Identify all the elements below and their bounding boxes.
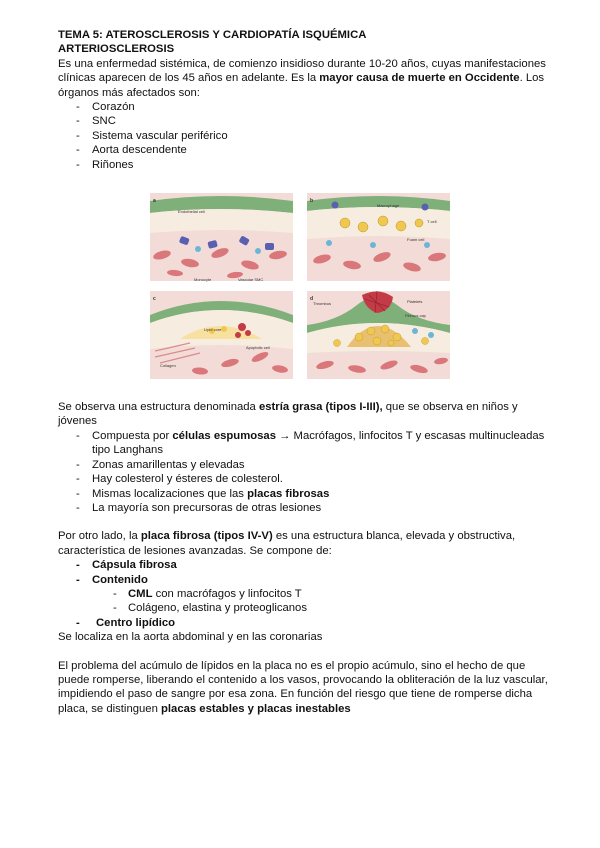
figure-label: Thrombus	[313, 301, 332, 307]
intro-bold: mayor causa de muerte en Occidente	[319, 72, 520, 85]
panel-label-b: b	[310, 198, 314, 205]
list-item	[58, 487, 548, 501]
estria-paragraph	[58, 400, 548, 429]
spacer	[58, 645, 548, 659]
organs-list	[58, 100, 548, 172]
list-item	[58, 458, 548, 472]
list-item: - Sistema vascular periférico	[58, 129, 548, 143]
figure-panel-c	[150, 291, 293, 379]
item-bold: placas fibrosas	[247, 487, 330, 500]
figure-panel-b	[307, 193, 450, 281]
intro-text-1: Es una enfermedad sistémica, de comienzo insidioso durante 10-20 años, cuyas manifestaciones clínicas aparecen de los 45 años en adelante. Es la	[58, 57, 546, 85]
list-item	[58, 601, 548, 615]
estria-list	[58, 429, 548, 515]
placa-list	[58, 558, 548, 587]
item-bold: células espumosas	[172, 429, 276, 442]
figure-panel-d	[307, 291, 450, 379]
panel-label-d: d	[310, 296, 314, 303]
list-item: - Centro lipídico	[58, 616, 548, 630]
document-page	[58, 28, 548, 716]
figure-label: Platelets	[407, 299, 423, 305]
figure-label: Foam cell	[407, 237, 425, 243]
item-text: Colágeno, elastina y proteoglicanos	[128, 602, 307, 615]
spacer	[58, 515, 548, 529]
placa-text-2: es una estructura blanca, elevada y obstructiva, característica de lesiones avanzadas. Se compone de:	[58, 530, 516, 557]
list-item: - Corazón	[58, 100, 548, 114]
intro-text-2: . Los órganos más afectados son:	[58, 72, 545, 99]
figure-label: Collagen	[160, 363, 176, 369]
figure-label: T cell	[427, 219, 437, 225]
list-item: - Riñones	[58, 158, 548, 172]
placa-paragraph	[58, 529, 548, 558]
figure-label: Vascular SMC	[238, 277, 264, 283]
item-text: Mismas localizaciones que las	[92, 487, 248, 500]
centro-list	[58, 616, 548, 630]
item-text: Compuesta por	[92, 429, 173, 442]
estria-text-1: Se observa una estructura denominada	[58, 401, 259, 414]
placa-text-1: Por otro lado, la	[58, 530, 141, 543]
list-item	[58, 429, 548, 458]
figure-label: Macrophage	[377, 203, 400, 209]
panel-a-illustration	[150, 193, 293, 281]
list-item: - SNC	[58, 114, 548, 128]
panel-label-a: a	[153, 198, 156, 205]
item-text: → Macrófagos, linfocitos T y escasas multinucleadas tipo Langhans	[92, 429, 545, 457]
document-title: TEMA 5: ATEROSCLEROSIS Y CARDIOPATÍA ISQUÉMICA	[58, 29, 367, 41]
list-item: - Aorta descendente	[58, 143, 548, 157]
localiza-text: Se localiza en la aorta abdominal y en las coronarias	[58, 631, 323, 644]
atherosclerosis-figure	[150, 193, 450, 383]
item-text: La mayoría son precursoras de otras lesiones	[92, 501, 322, 514]
item-text: con macrófagos y linfocitos T	[152, 587, 302, 600]
list-item: - Contenido	[58, 573, 548, 587]
figure-label: Lipid core	[204, 327, 222, 333]
estria-bold: estría grasa (tipos I-III),	[258, 401, 383, 414]
figure-panel-a	[150, 193, 293, 281]
figure-label: Apoptotic cell	[246, 345, 270, 351]
figure-label: Monocyte	[194, 277, 212, 283]
list-item	[58, 472, 548, 486]
list-item: - Cápsula fibrosa	[58, 558, 548, 572]
final-paragraph	[58, 659, 548, 717]
list-item	[58, 501, 548, 515]
final-bold: placas estables y placas inestables	[161, 702, 351, 715]
intro-paragraph	[58, 57, 548, 100]
panel-label-c: c	[153, 296, 156, 303]
figure-label: Endothelial cell	[178, 209, 205, 215]
figure-label: Fibrous cap	[405, 313, 426, 319]
list-item	[58, 587, 548, 601]
contenido-sublist	[58, 587, 548, 616]
item-text: Zonas amarillentas y elevadas	[92, 458, 245, 471]
section-heading: ARTERIOSCLEROSIS	[58, 43, 175, 56]
estria-text-2: que se observa en niños y jóvenes	[58, 401, 518, 428]
placa-bold: placa fibrosa (tipos IV-V)	[140, 530, 273, 543]
final-text: El problema del acúmulo de lípidos en la placa no es el propio acúmulo, sino el hecho de que puede romperse, liberando el contenido a los vasos, provocando la obliteración de la luz vascular, impidiendo el paso de sangre por esa zona. En función del riesgo que tiene de romperse dicha placa, se distinguen	[58, 659, 548, 715]
item-text: Hay colesterol y ésteres de colesterol.	[92, 473, 283, 486]
item-bold: CML	[128, 587, 153, 600]
